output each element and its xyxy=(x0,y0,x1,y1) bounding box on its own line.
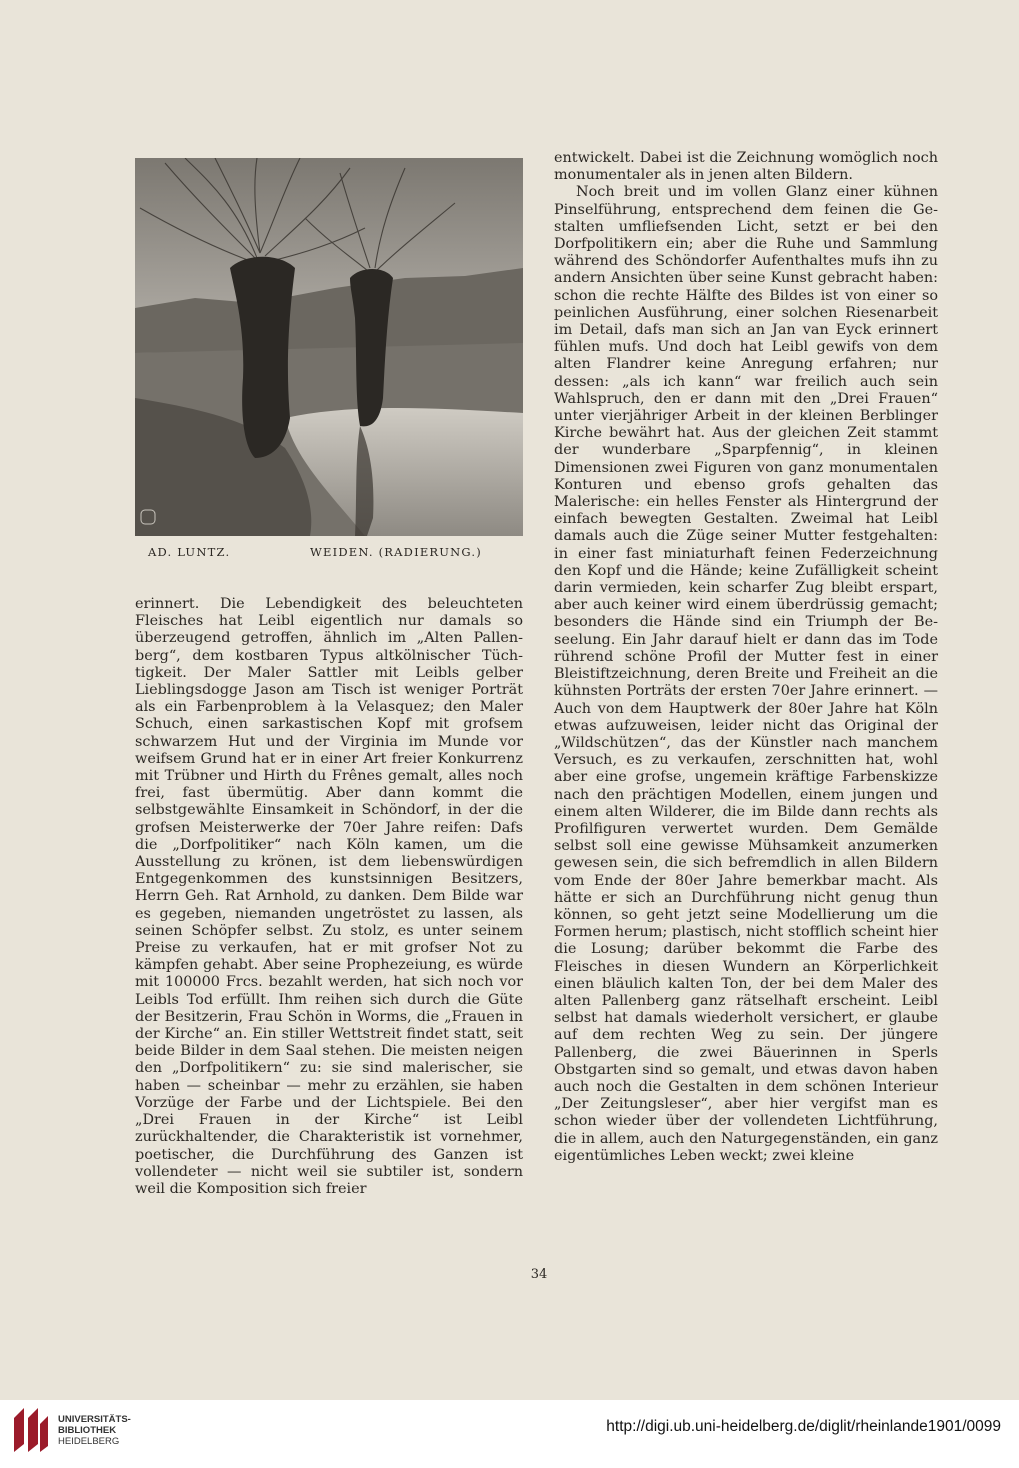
right-paragraph-2: Noch breit und im vollen Glanz einer kühnen Pinselführung, entsprechend dem feinen die Gestalten umfliefsenden Licht, setzt er bei den Dorfpolitikern ein; aber die Ruhe und Sammlung während des Schöndorfer Aufenthaltes mufs ihn zu andern Ansichten über seine Kunst gebracht haben: schon die rechte Hälfte des Bildes ist von einer so peinlichen Ausführung, einer solchen Riesenarbeit im Detail, dafs man sich an Jan van Eyck erinnert fühlen mufs. Und doch hat Leibl gewifs von dem alten Flandrer keine Anregung erfahren; nur dessen: „als ich kann“ war freilich auch sein Wahlspruch, den er dann mit den „Drei Frauen“ unter vierjähriger Arbeit in der kleinen Berblinger Kirche bewährt hat. Aus der gleichen Zeit stammt der wunderbare „Sparpfennig“, in kleinen Dimensionen zwei Figuren von ganz monumentalen Konturen und ebenso grofs gehalten das Malerische: ein helles Fenster als Hintergrund der einfach bewegten Gestalten. Zweimal hat Leibl damals auch die Züge seiner Mutter festgehalten: in einer fast miniaturhaft feinen Federzeichnung den Kopf und die Hände; keine Zufälligkeit scheint darin vermieden, kein scharfer Zug bleibt erspart, aber auch keiner wird einem überdrüssig gemacht; besonders die Hände sind ein Triumph der Beseelung. Ein Jahr darauf hielt er dann das im Tode rührend schöne Profil der Mutter fest in einer Bleistiftzeichnung, deren Breite und Freiheit an die kühnsten Porträts der ersten 70er Jahre erinnert. — Auch von dem Hauptwerk der 80er Jahre hat Köln etwas aufzuweisen, leider nicht das Original der „Wildschützen“, das der Künstler nach manchem Versuch, es zu verkaufen, zerschnitten hat, wohl aber eine grofse, ungemein kräftige Farbenskizze nach den prächtigen Modellen, einem jungen und einem alten Wilderer, die im Bilde dann rechts als Profilfiguren verwertet wurden. Dem Gemälde selbst soll eine gewisse Mühsamkeit anzumerken gewesen sein, die sich befremdlich in allen Bildern vom Ende der 80er Jahre bemerkbar macht. Als hätte er sich an Durchführung nicht genug thun können, so geht jetzt seine Modellierung um die Formen herum; plastisch, nicht stofflich scheint hier die Losung; darüber bekommt die Farbe des Fleisches in diesen Wundern an Körperlichkeit einen bläulich kalten Ton, der bei dem Maler des alten Pallenberg ganz rätselhaft erscheint. Leibl selbst hat damals wiederholt versichert, er glaube auf dem rechten Weg zu sein. Der jüngere Pallenberg, die zwei Bäuerinnen in Sperls Obstgarten sind so gemalt, und etwas davon haben auch noch die Gestalten in dem schönen Interieur „Der Zeitungsleser“, aber hier vergifst man es schon wieder über der vollendeten Lichtführung, die in allem, auch den Naturgegenständen, ein ganz eigentümliches Leben weckt; zwei kleine xyxy=(554,184,938,1164)
etching-illustration xyxy=(135,158,523,536)
university-library-logo-icon xyxy=(10,1404,50,1454)
caption-title: WEIDEN. (RADIERUNG.) xyxy=(310,545,482,559)
right-paragraph-1: entwickelt. Dabei ist die Zeichnung womöglich noch monumentaler als in jenen alten Bildern. xyxy=(554,150,938,184)
page-number: 34 xyxy=(530,1267,548,1282)
library-name-line1: UNIVERSITÄTS- xyxy=(58,1414,131,1425)
caption-artist: AD. LUNTZ. xyxy=(148,545,231,559)
figure-caption xyxy=(148,545,528,561)
library-name xyxy=(58,1414,131,1447)
left-text-column xyxy=(135,596,523,1198)
library-name-line2: BIBLIOTHEK xyxy=(58,1425,117,1436)
library-name-line3: HEIDELBERG xyxy=(58,1436,120,1447)
willows-etching-image xyxy=(135,158,523,536)
right-text-column xyxy=(554,150,938,1165)
left-paragraph-1: erinnert. Die Lebendigkeit des beleuchteten Fleisches hat Leibl eigentlich nur damals so überzeugend getroffen, ähnlich im „Alten Pallenberg“, dem kostbaren Typus altkölnischer Tüchtigkeit. Der Maler Sattler mit Leibls gelber Lieblingsdogge Jason am Tisch ist weniger Porträt als ein Farbenproblem à la Velasquez; den Maler Schuch, einen sarkastischen Kopf mit grofsem schwarzem Hut und der Virginia im Munde vor weifsem Grund hat er in einer Art freier Konkurrenz mit Trübner und Hirth du Frênes gemalt, alles noch frei, fast übermütig. Aber dann kommt die selbstgewählte Einsamkeit in Schöndorf, in der die grofsen Meisterwerke der 70er Jahre reifen: Dafs die „Dorfpolitiker“ nach Köln kamen, um die Ausstellung zu krönen, ist dem liebenswürdigen Entgegenkommen des kunstsinnigen Besitzers, Herrn Geh. Rat Arnhold, zu danken. Dem Bilde war es gegeben, niemanden ungetröstet zu lassen, als seinen Schöpfer selbst. Zu stolz, es unter seinem Preise zu verkaufen, hat er mit grofser Not zu kämpfen gehabt. Aber seine Prophezeiung, es würde mit 100000 Frcs. bezahlt werden, hat sich noch vor Leibls Tod erfüllt. Ihm reihen sich durch die Güte der Besitzerin, Frau Schön in Worms, die „Frauen in der Kirche“ an. Ein stiller Wettstreit findet statt, seit beide Bilder in dem Saal stehen. Die meisten neigen den „Dorfpolitikern“ zu: sie sind malerischer, sie haben — scheinbar — mehr zu erzählen, sie haben Vorzüge der Farbe und der Lichtspiele. Bei den „Drei Frauen in der Kirche“ ist Leibl zurückhaltender, die Charakteristik ist vornehmer, poetischer, die Durchführung des Ganzen ist vollendeter — nicht weil sie subtiler ist, sondern weil die Komposition sich freier xyxy=(135,596,523,1197)
source-url-link[interactable]: http://digi.ub.uni-heidelberg.de/diglit/rheinlande1901/0099 xyxy=(606,1418,1001,1435)
